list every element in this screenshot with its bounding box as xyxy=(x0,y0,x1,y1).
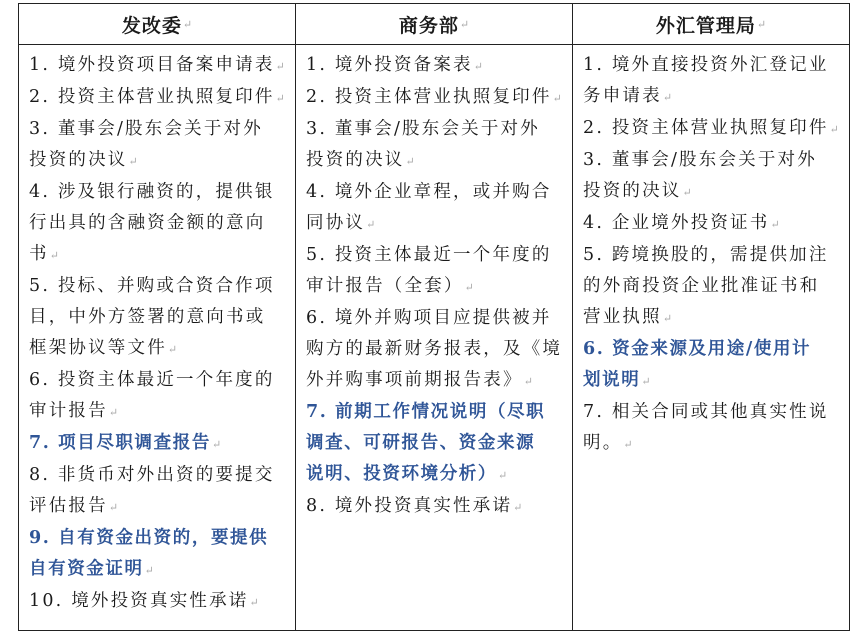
ndrc-item-6-line-1: 6. 投资主体最近一个年度的 xyxy=(29,370,275,390)
forex-item-4-line-1: 4. 企业境外投资证书↵ xyxy=(583,213,780,233)
ndrc-item-6-line-2: 审计报告↵ xyxy=(29,401,119,421)
commerce-item-6-line-1: 6. 境外并购项目应提供被并 xyxy=(306,308,552,328)
column-divider xyxy=(295,4,296,630)
column-divider xyxy=(572,4,573,630)
paragraph-mark: ↵ xyxy=(405,155,415,168)
paragraph-mark: ↵ xyxy=(498,469,508,482)
paragraph-mark: ↵ xyxy=(623,438,633,451)
paragraph-mark: ↵ xyxy=(682,186,692,199)
header-forex xyxy=(573,4,849,44)
paragraph-mark: ↵ xyxy=(513,501,523,514)
ndrc-item-2-line-1: 2. 投资主体营业执照复印件↵ xyxy=(29,87,285,107)
commerce-item-4-line-1: 4. 境外企业章程，或并购合 xyxy=(306,182,552,202)
commerce-item-3-line-1: 3. 董事会/股东会关于对外 xyxy=(306,119,540,139)
paragraph-mark: ↵ xyxy=(144,564,154,577)
paragraph-mark: ↵ xyxy=(211,438,222,451)
ndrc-item-3-line-1: 3. 董事会/股东会关于对外 xyxy=(29,119,263,139)
ndrc-item-7-line-1: 7. 项目尽职调查报告↵ xyxy=(29,433,222,453)
commerce-item-6-line-2: 购方的最新财务报表，及《境 xyxy=(306,339,563,359)
paragraph-mark: ↵ xyxy=(366,218,376,231)
ndrc-item-5-line-1: 5. 投标、并购或合资合作项 xyxy=(29,276,275,296)
paragraph-mark: ↵ xyxy=(128,155,138,168)
paragraph-mark: ↵ xyxy=(552,92,562,105)
forex-item-1-line-1: 1. 境外直接投资外汇登记业 xyxy=(583,55,829,75)
paragraph-mark: ↵ xyxy=(662,312,673,325)
ndrc-item-3-line-2: 投资的决议↵ xyxy=(29,150,138,170)
column-forex xyxy=(583,50,839,460)
column-ndrc xyxy=(29,50,285,618)
ndrc-item-9-line-2: 自有资金证明↵ xyxy=(29,559,154,579)
ndrc-item-10-line-1: 10. 境外投资真实性承诺↵ xyxy=(29,591,259,611)
ndrc-item-5-line-3: 框架协议等文件↵ xyxy=(29,338,178,358)
commerce-item-8-line-1: 8. 境外投资真实性承诺↵ xyxy=(306,496,523,516)
paragraph-mark: ↵ xyxy=(275,60,285,73)
header-ndrc xyxy=(19,4,295,44)
paragraph-mark: ↵ xyxy=(182,17,193,31)
commerce-item-7-line-3: 说明、投资环境分析）↵ xyxy=(306,464,508,484)
commerce-item-3-line-2: 投资的决议↵ xyxy=(306,150,415,170)
forex-item-7-line-1: 7. 相关合同或其他真实性说 xyxy=(583,402,829,422)
forex-item-2-line-1: 2. 投资主体营业执照复印件↵ xyxy=(583,118,839,138)
ndrc-item-9-line-1: 9. 自有资金出资的，要提供 xyxy=(29,528,269,548)
forex-item-5-line-2: 的外商投资企业批准证书和 xyxy=(583,276,820,296)
commerce-item-5-line-2: 审计报告（全套）↵ xyxy=(306,276,474,296)
paragraph-mark: ↵ xyxy=(275,92,285,105)
forex-item-3-line-2: 投资的决议↵ xyxy=(583,181,692,201)
commerce-item-2-line-1: 2. 投资主体营业执照复印件↵ xyxy=(306,87,562,107)
header-ndrc-label: 发改委 xyxy=(121,14,182,37)
ndrc-item-5-line-2: 目，中外方签署的意向书或 xyxy=(29,307,266,327)
forex-item-6-line-1: 6. 资金来源及用途/使用计 xyxy=(583,339,812,359)
paragraph-mark: ↵ xyxy=(49,249,59,262)
header-commerce-label: 商务部 xyxy=(398,14,459,37)
paragraph-mark: ↵ xyxy=(662,91,673,104)
forex-item-7-line-2: 明。↵ xyxy=(583,433,633,453)
paragraph-mark: ↵ xyxy=(249,596,259,609)
paragraph-mark: ↵ xyxy=(108,406,119,419)
commerce-item-7-line-2: 调查、可研报告、资金来源 xyxy=(306,433,536,453)
paragraph-mark: ↵ xyxy=(523,375,533,388)
commerce-item-1-line-1: 1. 境外投资备案表↵ xyxy=(306,55,483,75)
paragraph-mark: ↵ xyxy=(167,343,178,356)
commerce-item-7-line-1: 7. 前期工作情况说明（尽职 xyxy=(306,402,546,422)
ndrc-item-4-line-1: 4. 涉及银行融资的，提供银 xyxy=(29,182,275,202)
ndrc-item-8-line-2: 评估报告↵ xyxy=(29,496,119,516)
paragraph-mark: ↵ xyxy=(459,17,470,31)
paragraph-mark: ↵ xyxy=(641,375,651,388)
forex-item-6-line-2: 划说明↵ xyxy=(583,370,651,390)
paragraph-mark: ↵ xyxy=(756,17,767,31)
forex-item-1-line-2: 务申请表↵ xyxy=(583,86,673,106)
forex-item-5-line-1: 5. 跨境换股的，需提供加注 xyxy=(583,245,829,265)
commerce-item-4-line-2: 同协议↵ xyxy=(306,213,376,233)
ndrc-item-1-line-1: 1. 境外投资项目备案申请表↵ xyxy=(29,55,285,75)
header-forex-label: 外汇管理局 xyxy=(655,14,756,37)
header-commerce xyxy=(296,4,572,44)
ndrc-item-4-line-2: 行出具的含融资金额的意向 xyxy=(29,213,266,233)
paragraph-mark: ↵ xyxy=(473,60,483,73)
forex-item-5-line-3: 营业执照↵ xyxy=(583,307,673,327)
commerce-item-6-line-3: 外并购事项前期报告表》↵ xyxy=(306,370,533,390)
ndrc-item-8-line-1: 8. 非货币对外出资的要提交 xyxy=(29,465,275,485)
paragraph-mark: ↵ xyxy=(464,281,474,294)
column-commerce xyxy=(306,50,562,523)
paragraph-mark: ↵ xyxy=(829,123,839,136)
paragraph-mark: ↵ xyxy=(108,501,119,514)
header-divider xyxy=(19,44,849,45)
ndrc-item-4-line-3: 书↵ xyxy=(29,244,59,264)
commerce-item-5-line-1: 5. 投资主体最近一个年度的 xyxy=(306,245,552,265)
forex-item-3-line-1: 3. 董事会/股东会关于对外 xyxy=(583,150,817,170)
requirements-table xyxy=(18,3,850,631)
paragraph-mark: ↵ xyxy=(770,218,780,231)
